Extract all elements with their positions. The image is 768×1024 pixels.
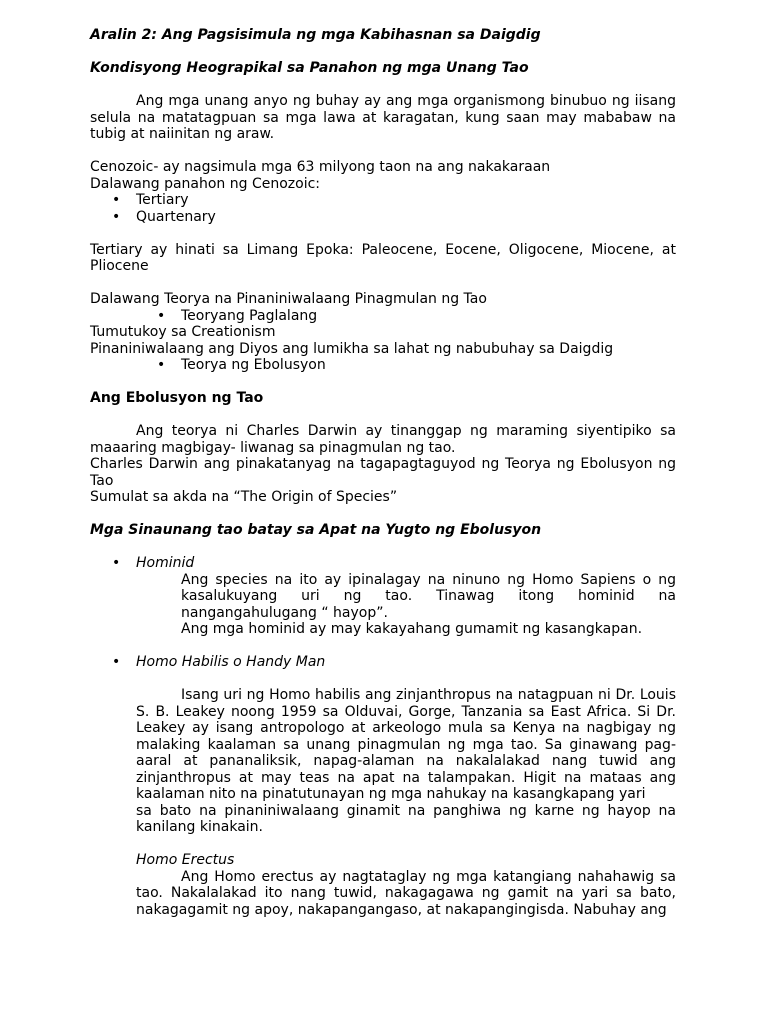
list-item: • Teorya ng Ebolusyon (157, 357, 326, 373)
bullet-icon: • (157, 357, 166, 373)
habilis-desc2: sa bato na pinaniniwalaang ginamit na panghiwa ng karne ng hayop na kanilang kinakain. (136, 802, 676, 835)
darwin-paragraph: Ang teorya ni Charles Darwin ay tinanggap ng maraming siyentipiko sa maaaring magbigay- liwanag sa pinagmulan ng tao. (90, 423, 676, 456)
erectus-label: Homo Erectus (136, 852, 235, 868)
theory1-list (90, 308, 676, 325)
theories-intro: Dalawang Teorya na Pinaniniwalaang Pinagmulan ng Tao (90, 291, 487, 307)
bullet-icon: • (112, 208, 121, 225)
erectus-desc1: Ang Homo erectus ay nagtataglay ng mga katangiang nahahawig sa tao. Nakalalakad ito nang tuwid, nakagagawa ng gamit na yari sa bato, nakagagamit ng apoy, nakapangangaso, at nakapangingisda. Nabuhay ang (136, 868, 676, 918)
theory1-desc2: Pinaniniwalaang ang Diyos ang lumikha sa lahat ng nabubuhay sa Daigdig (90, 340, 614, 357)
list-item: • Teoryang Paglalang (157, 307, 318, 324)
stages-list (90, 555, 676, 572)
theory1-desc1: Tumutukoy sa Creationism (90, 324, 276, 340)
bullet-icon: • (112, 555, 121, 571)
list-item (90, 555, 676, 572)
habilis-desc1: Isang uri ng Homo habilis ang zinjanthropus na natagpuan ni Dr. Louis S. B. Leakey noong 1959 sa Olduvai, Gorge, Tanzania sa East Africa. Si Dr. Leakey ay isang antropologo at arkeologo mula sa Kenya na nagbigay ng malaking kaalaman sa unang pinagmulan ng mga tao. Sa ginawang pag-aaral at pananaliksik, napag-alaman na nakalalakad nang tuwid ang zinjanthropus at may teas na apat na talampakan. Higit na mataas ang kaalaman nito na pinatutunayan ng mga nahukay na kasangkapang yari (136, 687, 676, 802)
hominid-desc2: Ang mga hominid ay may kakayahang gumamit ng kasangkapan. (181, 621, 643, 637)
hominid-label: Hominid (136, 555, 195, 571)
document-page (90, 27, 676, 918)
section-heading-stages: Mga Sinaunang tao batay sa Apat na Yugto ng Ebolusyon (90, 522, 542, 538)
tertiary-epochs: Tertiary ay hinati sa Limang Epoka: Paleocene, Eocene, Oligocene, Miocene, at Pliocene (90, 241, 676, 274)
list-item: • Tertiary (112, 192, 189, 208)
cenozoic-periods-list (90, 192, 676, 225)
cenozoic-line: Cenozoic- ay nagsimula mga 63 milyong taon na ang nakakaraan (90, 159, 551, 175)
bullet-icon: • (112, 654, 121, 670)
lesson-title: Aralin 2: Ang Pagsisimula ng mga Kabihasnan sa Daigdig (90, 27, 541, 43)
section-heading-geography: Kondisyong Heograpikal sa Panahon ng mga Unang Tao (90, 60, 529, 76)
hominid-desc1: Ang species na ito ay ipinalagay na ninuno ng Homo Sapiens o ng kasalukuyang uri ng tao. Tinawag itong hominid na nangangahulugang “ hayop”. (181, 571, 676, 621)
list-item: • Quartenary (112, 208, 216, 225)
theory2-list (90, 357, 676, 374)
darwin-line3: Sumulat sa akda na “The Origin of Species” (90, 489, 398, 505)
habilis-label: Homo Habilis o Handy Man (136, 654, 326, 670)
bullet-icon: • (157, 307, 166, 324)
cenozoic-periods-intro: Dalawang panahon ng Cenozoic: (90, 175, 321, 192)
list-item (90, 654, 676, 671)
paragraph-first-life: Ang mga unang anyo ng buhay ay ang mga organismong binubuo ng iisang selula na matatagpuan sa mga lawa at karagatan, kung saan may mababaw na tubig at naiinitan ng araw. (90, 93, 676, 142)
darwin-line2: Charles Darwin ang pinakatanyag na tagapagtaguyod ng Teorya ng Ebolusyon ng Tao (90, 456, 676, 489)
bullet-icon: • (112, 192, 121, 208)
stages-list-2 (90, 654, 676, 671)
section-heading-evolution: Ang Ebolusyon ng Tao (90, 390, 264, 406)
